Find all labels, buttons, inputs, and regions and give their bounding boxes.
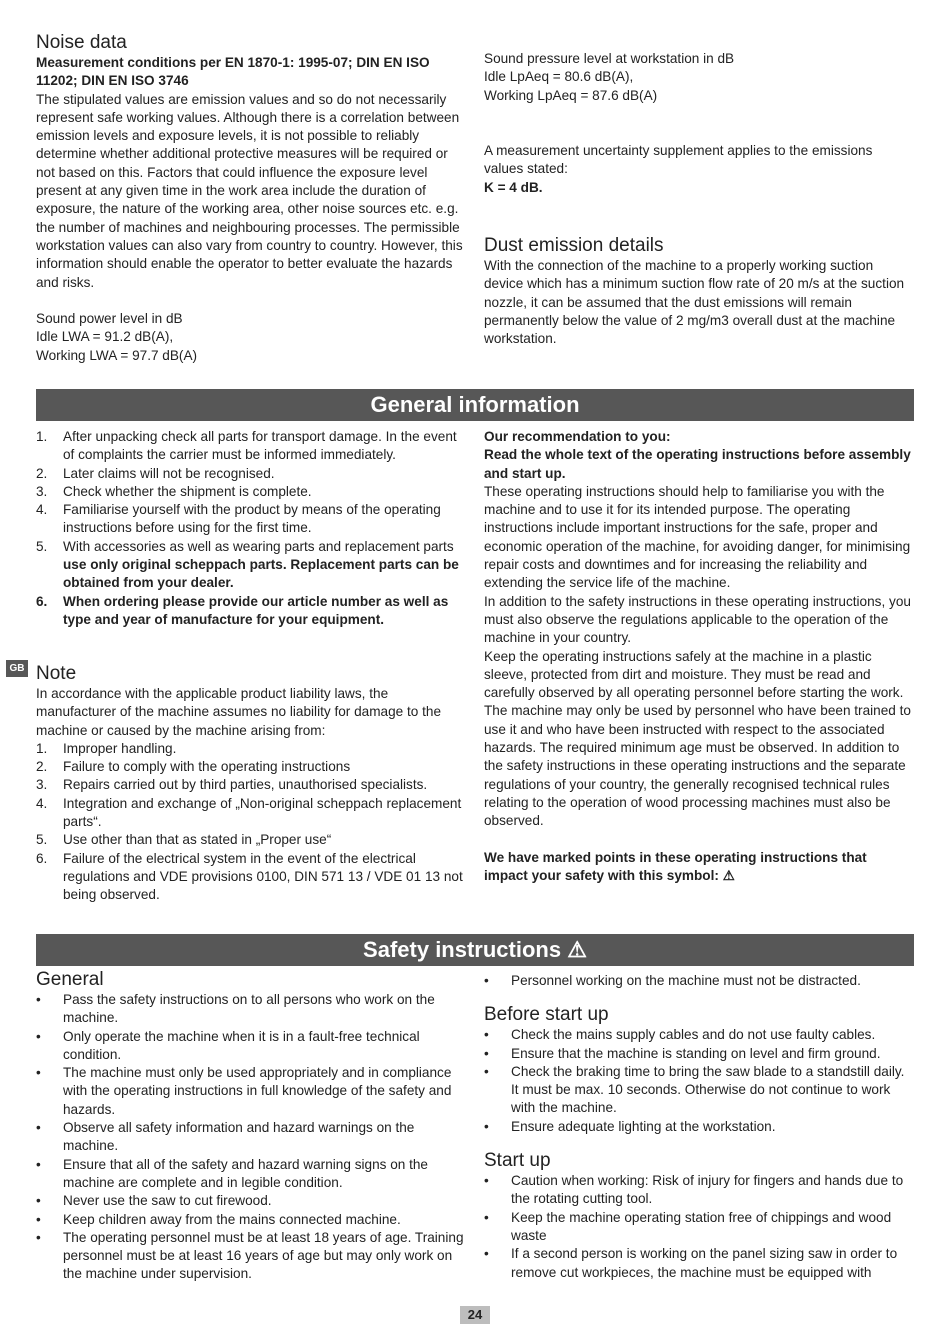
noise-conditions: Measurement conditions per EN 1870-1: 1995-07; DIN EN ISO 11202; DIN EN ISO 3746 [36,55,430,89]
language-tab-gb: GB [6,660,28,677]
bullet-item: • Keep the machine operating station free of chippings and wood waste [484,1209,892,1243]
dust-heading: Dust emission details [484,235,664,256]
bullet-item: • Keep children away from the mains connected machine. [36,1211,401,1227]
general-information-banner: General information [36,389,914,421]
bullet-item: • Ensure adequate lighting at the workstation. [484,1118,776,1134]
recommendation-section [484,428,914,885]
list-item: 4. Familiarise yourself with the product by means of the operating instructions before using for the first time. [36,502,441,536]
safety-general-heading: General [36,969,104,990]
sound-pressure-section [484,50,914,105]
bullet-item: • Observe all safety information and hazard warnings on the machine. [36,1120,415,1154]
list-item: 5. With accessories as well as wearing parts and replacement parts use only original scheppach parts. Replacement parts can be obtained from your dealer. [36,538,459,591]
list-item: 2. Failure to comply with the operating instructions [36,759,351,775]
bullet-item: • Caution when working: Risk of injury for fingers and hands due to the rotating cutting tool. [484,1173,904,1207]
page-number: 24 [460,1306,490,1324]
dust-section [484,235,914,348]
sound-pressure-title: Sound pressure level at workstation in dB [484,51,735,66]
list-item: 3. Repairs carried out by third parties, unauthorised specialists. [36,777,428,793]
note-intro: In accordance with the applicable product liability laws, the manufacturer of the machine assumes no liability for damage to the machine or caused by the machine arising from: [36,686,442,738]
k-value: K = 4 dB. [484,179,543,195]
safety-instructions-banner: Safety instructions ⚠ [36,934,914,966]
recommendation-paragraph: Keep the operating instructions safely at the machine in a plastic sleeve, protected from dirt and moisture. They must be read and carefully observed by all operating personnel before starting the work. The machine may only be used by personnel who have been trained to use it and who have been instructed with respect to the associated hazards. The required minimum age must be observed. In addition to the safety instructions in these operating instructions and the separate regulations of your country, the generally recognised technical rules relating to the operation of wood processing machines must also be observed. [484,648,911,829]
bullet-item: • The machine must only be used appropriately and in compliance with the operating instructions in full knowledge of the safety and hazards. [36,1065,452,1117]
bullet-item: • Pass the safety instructions on to all persons who work on the machine. [36,992,435,1026]
noise-section [36,32,466,365]
sound-pressure-working: Working LpAeq = 87.6 dB(A) [484,87,658,103]
bullet-item: • Personnel working on the machine must not be distracted. [484,973,861,988]
bullet-item: • The operating personnel must be at least 18 years of age. Training personnel must be at least 16 years of age but may only work on the machine under supervision. [36,1229,464,1282]
start-up-heading: Start up [484,1150,551,1172]
uncertainty-section [484,142,914,197]
list-item: 6. Failure of the electrical system in the event of the electrical regulations and VDE provisions 0100, DIN 571 13 / VDE 01 13 not being observed. [36,850,463,903]
safety-general-section [36,969,466,1284]
noise-body: The stipulated values are emission values and so do not necessarily represent safe working values. Although there is a correlation between emission levels and exposure levels, it is not possible to reliably determine whether additional protective measures will be required or not based on this. Factors that could influence the exposure level present at any given time in the work area include the duration of exposure, the nature of the working area, other noise sources etc. e.g. the number of machines and neighbouring processes. The permissible workstation values can also vary from country to country. However, this information should enable the operator to better evaluate the hazards and risks. [36,91,463,290]
bullet-item: • Check the mains supply cables and do not use faulty cables. [484,1027,876,1043]
list-item: 6. When ordering please provide our article number as well as type and year of manufacture for your equipment. [36,593,449,627]
recommendation-paragraph: These operating instructions should help to familiarise you with the machine and to use it for its intended purpose. The operating instructions include important instructions for the safe, proper and economic operation of the machine, for avoiding danger, for minimising repair costs and downtimes and for increasing the reliability and extending the service life of the machine. [484,483,911,591]
list-item: 3. Check whether the shipment is complete. [36,483,312,499]
list-item: 1. Improper handling. [36,740,177,756]
recommendation-title: Our recommendation to you: [484,429,671,444]
bullet-item: • Only operate the machine when it is in a fault-free technical condition. [36,1028,420,1062]
noise-heading: Noise data [36,32,127,53]
recommendation-bold: Read the whole text of the operating instructions before assembly and start up. [484,447,911,481]
list-item: 2. Later claims will not be recognised. [36,465,275,481]
list-item: 5. Use other than that as stated in „Proper use“ [36,832,332,848]
before-start-up-heading: Before start up [484,1004,609,1026]
dust-body: With the connection of the machine to a properly working suction device which has a minimum suction flow rate of 20 m/s at the suction nozzle, it can be assumed that the dust emissions will remain permanently below the value of 2 mg/m3 overall dust at the machine workstation. [484,258,905,347]
uncertainty-text: A measurement uncertainty supplement applies to the emissions values stated: [484,143,873,177]
list-item: 1. After unpacking check all parts for transport damage. In the event of complaints the carrier must be informed immediately. [36,429,457,463]
bullet-item: • If a second person is working on the panel sizing saw in order to remove cut workpieces, the machine must be equipped with [484,1246,898,1280]
sound-pressure-idle: Idle LpAeq = 80.6 dB(A), [484,69,634,85]
recommendation-paragraph: In addition to the safety instructions in these operating instructions, you must also observe the regulations applicable to the operation of the machine in your country. [484,593,911,646]
safety-symbol-note: We have marked points in these operating instructions that impact your safety with this symbol: ⚠ [484,849,867,884]
safety-right-column [484,972,914,1282]
general-info-list [36,428,466,629]
bullet-item: • Ensure that all of the safety and hazard warning signs on the machine are complete and in legible condition. [36,1156,428,1190]
list-item: 4. Integration and exchange of „Non-original scheppach replacement parts“. [36,795,462,830]
bullet-item: • Never use the saw to cut firewood. [36,1193,272,1209]
bullet-item: • Check the braking time to bring the saw blade to a standstill daily. It must be max. 10 seconds. Otherwise do not continue to work with the machine. [484,1063,905,1116]
sound-power-title: Sound power level in dB [36,311,183,327]
bullet-item: • Ensure that the machine is standing on level and firm ground. [484,1045,881,1061]
note-section [36,663,466,905]
sound-power-working: Working LWA = 97.7 dB(A) [36,347,198,363]
sound-power-idle: Idle LWA = 91.2 dB(A), [36,329,174,345]
note-heading: Note [36,663,77,684]
